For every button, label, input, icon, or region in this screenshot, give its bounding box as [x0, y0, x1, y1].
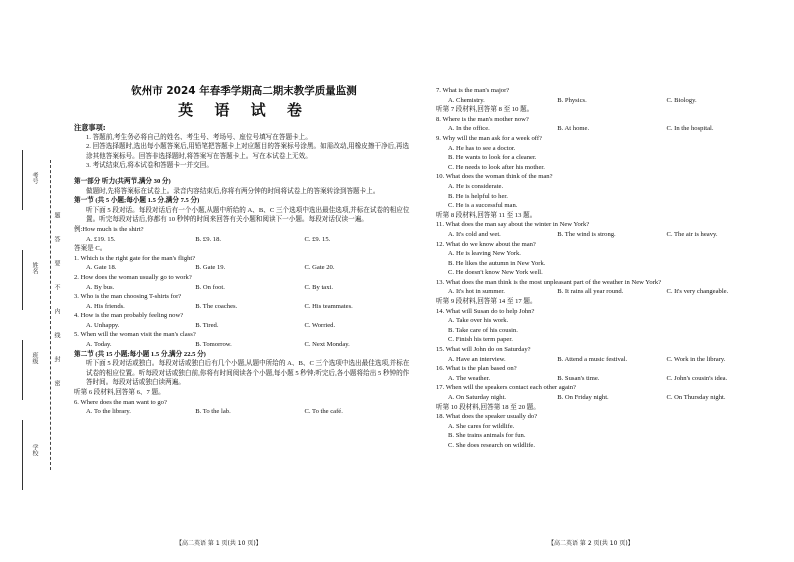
directive: 听第 8 段材料,回答第 11 至 13 题。 [436, 211, 537, 219]
cut-line [50, 160, 51, 470]
binding-gutter [0, 0, 72, 562]
example-options [74, 235, 414, 245]
question: 10. What does the woman think of the man? [436, 173, 553, 181]
directive: 听第 9 段材料,回答第 14 至 17 题。 [436, 298, 537, 306]
exam-heading [74, 84, 414, 121]
question-options [74, 302, 414, 312]
option: B. To the lab. [195, 408, 231, 416]
question: 13. What does the man think is the most unpleasant part of the weather in New York? [436, 278, 662, 286]
option: C. Finish his term paper. [448, 336, 513, 344]
directive: 听第 10 段材料,回答第 18 至 20 题。 [436, 403, 540, 411]
question: 12. What do we know about the man? [436, 240, 536, 248]
option: A. He is leaving New York. [448, 250, 521, 258]
note-item: 1. 答题前,考生务必将自己的姓名、考生号、考场号、座位号填写在答题卡上。 [86, 133, 312, 141]
option: B. He is helpful to her. [448, 192, 508, 200]
subject-title: 英 语 试 卷 [178, 101, 310, 119]
question: 7. What is the man's major? [436, 87, 510, 94]
option: C. The air is heavy. [666, 230, 718, 238]
option: B. Attend a music festival. [557, 355, 628, 363]
page-footer-right: 【高二英语 第 2 页(共 10 页)】 [548, 540, 634, 547]
kaohao-underline [22, 150, 23, 210]
question: 14. What will Susan do to help John? [436, 307, 535, 315]
section1-title: 第一节 (共 5 小题;每小题 1.5 分,满分 7.5 分) [74, 197, 200, 205]
option: C. It's very changeable. [666, 288, 729, 296]
left-column [74, 84, 414, 417]
page-footer-left: 【高二英语 第 1 页(共 10 页)】 [176, 540, 262, 547]
option: B. She trains animals for fun. [448, 432, 526, 440]
name-underline [22, 250, 23, 310]
question-options [74, 407, 414, 417]
gutter-warning-2: 答 [53, 236, 60, 242]
option: B. £9. 18. [195, 235, 222, 243]
option: C. On Thursday night. [666, 394, 726, 401]
example-question: 例:How much is the shirt? [74, 225, 144, 233]
option: C. By taxi. [304, 283, 334, 291]
option: C. She does research on wildlife. [448, 441, 535, 449]
option: C. In the hospital. [666, 125, 714, 133]
option: A. To the library. [86, 408, 131, 416]
question-options [436, 287, 776, 297]
option: C. £9. 15. [304, 235, 331, 243]
question: 9. Why will the man ask for a week off? [436, 134, 542, 142]
option: B. It rains all year round. [557, 288, 624, 296]
directive: 听第 7 段材料,回答第 8 至 10 题。 [436, 106, 534, 114]
option: B. On foot. [195, 283, 225, 291]
question-options [74, 321, 414, 331]
gutter-label-name: 姓名 [31, 262, 38, 274]
option: A. Chemistry. [448, 96, 485, 104]
question-options [436, 355, 776, 365]
option: C. Worried. [304, 321, 336, 329]
question: 3. Who is the man choosing T-shirts for? [74, 293, 182, 301]
question: 5. When will the woman visit the man's class? [74, 331, 196, 339]
section1-instruction: 听下面 5 段对话。每段对话后有一个小题,从题中所给的 A、B、C 三个选项中选出最佳选项,并标在试卷的相应位置。听完每段对话后,你都有 10 秒钟的时间来回答有关小题和阅读下一小题。每段对话仅读一遍。 [86, 206, 410, 224]
question: 16. What is the plan based on? [436, 365, 517, 373]
gutter-label-kaohao: 考号 [31, 172, 38, 184]
example-answer: 答案是 C。 [74, 245, 107, 253]
question: 17. When will the speakers contact each other again? [436, 384, 576, 392]
question-options [436, 124, 776, 134]
option: C. He is a successful man. [448, 202, 518, 210]
option: C. Next Monday. [304, 341, 350, 349]
option: B. On Friday night. [557, 394, 609, 401]
question: 4. How is the man probably feeling now? [74, 312, 184, 320]
option: A. By bus. [86, 283, 115, 291]
question-options [436, 230, 776, 240]
option: B. Tomorrow. [195, 341, 232, 349]
option: B. He likes the autumn in New York. [448, 259, 546, 267]
option: C. Gate 20. [304, 264, 335, 272]
option: B. Physics. [557, 96, 587, 104]
directive: 听第 6 段材料,回答第 6、7 题。 [74, 389, 165, 397]
right-column [436, 86, 776, 451]
option: A. It's hot in summer. [448, 288, 505, 296]
school-title: 钦州市 2024 年春季学期高二期末教学质量监测 [131, 85, 357, 97]
gutter-warning-5: 内 [53, 308, 60, 314]
gutter-warning-1: 题 [53, 212, 60, 218]
question-options [436, 96, 776, 106]
option: A. Take over his work. [448, 317, 509, 325]
option: B. Tired. [195, 321, 219, 329]
gutter-warning-6: 线 [53, 332, 60, 338]
question: 2. How does the woman usually go to work? [74, 273, 192, 281]
option: C. He needs to look after his mother. [448, 163, 545, 171]
option: B. Susan's time. [557, 374, 600, 382]
option: A. He has to see a doctor. [448, 144, 516, 152]
question-options [436, 393, 776, 403]
option: B. He wants to look for a cleaner. [448, 154, 537, 162]
school-underline [22, 420, 23, 490]
option: A. £19. 15. [86, 235, 116, 243]
option: A. Gate 18. [86, 264, 117, 272]
option: A. It's cold and wet. [448, 230, 501, 238]
option: B. The coaches. [195, 302, 238, 310]
question-options [74, 283, 414, 293]
note-item: 2. 回答选择题时,选出每小题答案后,用铅笔把答题卡上对应题目的答案标号涂黑。如需改动,用橡皮擦干净后,再选涂其他答案标号。回答非选择题时,将答案写在答题卡上。写在本试卷上无效。 [86, 143, 410, 160]
option: C. His teammates. [304, 302, 353, 310]
option: C. Work in the library. [666, 355, 726, 363]
option: A. The weather. [448, 374, 490, 382]
gutter-warning-7: 封 [53, 356, 60, 362]
question-options [74, 340, 414, 350]
option: A. He is considerate. [448, 182, 504, 190]
question-options [74, 263, 414, 273]
option: B. At home. [557, 125, 590, 133]
option: C. John's cousin's idea. [666, 374, 728, 382]
option: A. She cares for wildlife. [448, 422, 515, 430]
question: 11. What does the man say about the winter in New York? [436, 221, 590, 229]
option: B. The wind is strong. [557, 230, 616, 238]
gutter-warning-4: 不 [53, 284, 60, 290]
notes-title: 注意事项: [74, 123, 106, 132]
option: B. Gate 19. [195, 264, 226, 272]
question: 15. What will John do on Saturday? [436, 346, 531, 354]
option: C. He doesn't know New York well. [448, 269, 543, 277]
option: A. On Saturday night. [448, 394, 507, 401]
option: B. Take care of his cousin. [448, 326, 518, 334]
gutter-warning-8: 密 [53, 380, 60, 386]
option: A. Unhappy. [86, 321, 120, 329]
option: A. In the office. [448, 125, 490, 133]
question: 18. What does the speaker usually do? [436, 413, 538, 421]
part1-intro: 做题时,先将答案标在试卷上。录音内容结束后,你将有两分钟的时间将试卷上的答案转涂到答题卡上。 [86, 187, 380, 195]
option: A. Have an interview. [448, 355, 506, 363]
gutter-warning-3: 要 [53, 260, 60, 266]
section2-instruction: 听下面 5 段对话或独白。每段对话或独白后有几个小题,从题中所给的 A、B、C 三个选项中选出最佳选项,并标在试卷的相应位置。听每段对话或独白前,你将有时间阅读各个小题,每小题 5 秒钟;听完后,各小题将给出 5 秒钟的作答时间。每段对话或独白读两遍。 [86, 360, 410, 387]
gutter-label-class: 班级 [31, 352, 38, 364]
option: C. To the café. [304, 408, 343, 416]
option: A. Today. [86, 341, 112, 349]
question-options [436, 374, 776, 384]
question: 6. Where does the man want to go? [74, 398, 167, 406]
question: 1. Which is the right gate for the man's flight? [74, 254, 196, 262]
note-item: 3. 考试结束后,将本试卷和答题卡一并交回。 [86, 162, 213, 170]
section2-title: 第二节 (共 15 小题;每小题 1.5 分,满分 22.5 分) [74, 350, 206, 358]
option: A. His friends. [86, 302, 125, 310]
class-underline [22, 340, 23, 400]
option: C. Biology. [666, 96, 697, 104]
part1-title: 第一部分 听力(共两节,满分 30 分) [74, 177, 171, 185]
gutter-label-school: 学校 [31, 444, 38, 456]
question: 8. Where is the man's mother now? [436, 115, 529, 123]
